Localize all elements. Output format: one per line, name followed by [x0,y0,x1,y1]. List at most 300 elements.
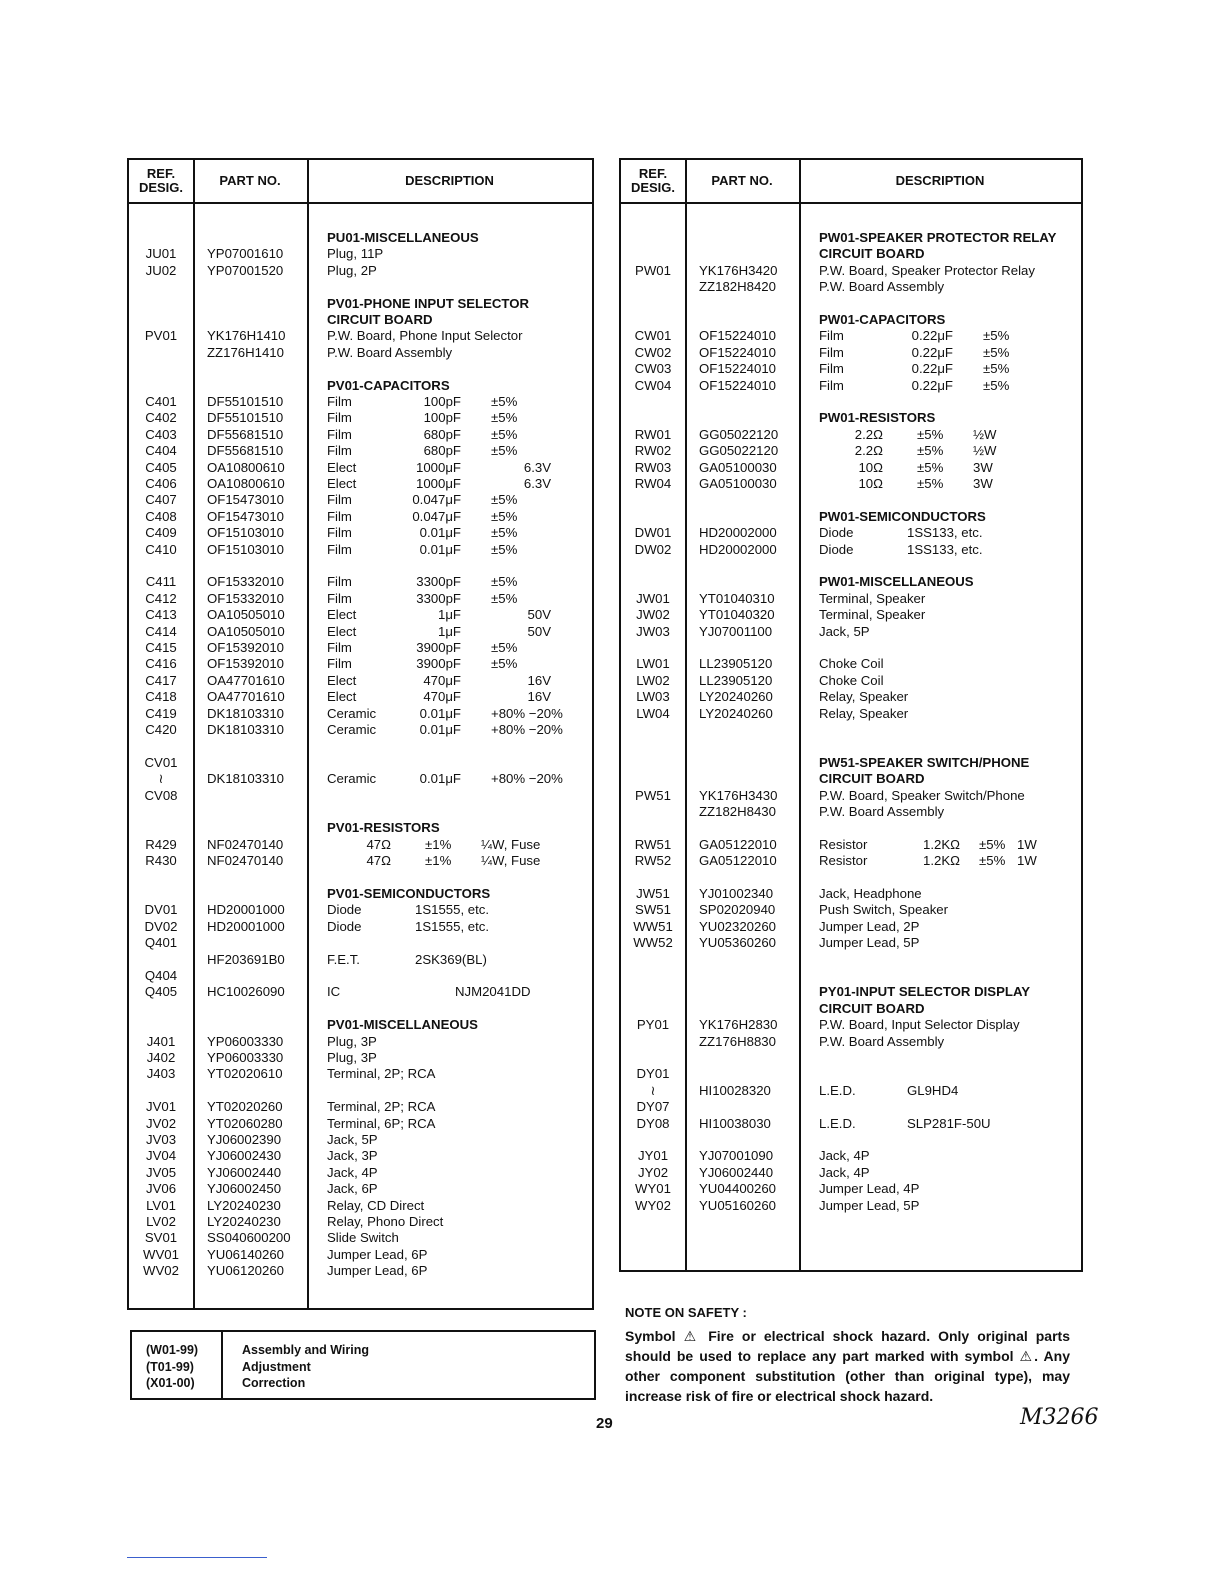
description: Resistor [819,836,868,852]
tolerance: ±5% [917,443,944,459]
parts-row [621,607,1081,623]
description: P.W. Board, Speaker Switch/Phone [819,787,1025,803]
section-title: PW01-CAPACITORS [819,312,946,327]
section-title: CIRCUIT BOARD [819,1000,925,1016]
description: Jack, 4P [819,1148,870,1164]
parts-row [129,542,592,558]
component-value: 1000μF [416,459,461,475]
description: Elect [327,476,357,491]
section-heading [621,755,1081,771]
resistance-value: 47Ω [366,836,391,852]
ref-desig: C412 [145,590,177,606]
legend-item: Adjustment [242,1359,311,1374]
parts-row [129,673,592,689]
legend-divider [221,1332,223,1398]
parts-row [621,853,1081,869]
description: Elect [327,607,357,623]
description: Film [327,394,352,409]
ref-desig: ≀ [158,771,164,787]
section-title: PV01-PHONE INPUT SELECTOR [327,295,530,311]
part-number: YT02020260 [207,1099,283,1115]
page-number: 29 [596,1415,613,1432]
part-number: NF02470140 [207,836,284,852]
component-value: 0.047μF [412,492,461,508]
parts-row [621,1083,1081,1099]
part-number: YT02060280 [207,1115,283,1131]
section-heading [621,771,1081,787]
part-number: YJ01002340 [699,886,774,901]
ref-desig: DY08 [636,1115,670,1131]
part-number: DF55681510 [207,443,284,459]
part-number: OF15473010 [207,492,284,508]
ref-desig: DV02 [144,918,178,934]
resistance-value: 2.2Ω [854,443,883,459]
component-value: 0.01μF [419,722,461,737]
component-value: 0.22μF [911,328,953,344]
part-number: SP02020940 [699,902,776,918]
ref-desig: C419 [145,705,177,721]
description: Ceramic [327,722,377,737]
parts-row [621,460,1081,476]
tolerance: ±5% [491,394,518,409]
description: P.W. Board Assembly [819,1033,945,1049]
tolerance: ±5% [491,508,518,524]
resistance-value: 47Ω [366,853,391,869]
ref-desig: DW02 [634,541,672,557]
part-number: YU04400260 [699,1181,776,1197]
component-value: 100pF [423,410,461,426]
section-heading [621,1001,1081,1017]
description: Jack, 4P [819,1164,870,1180]
header-description: DESCRIPTION [405,173,494,188]
description: Choke Coil [819,672,884,688]
document-code: M3266 [1020,1405,1099,1430]
description: Film [819,361,844,377]
description: Relay, Phono Direct [327,1214,444,1229]
ref-desig: ≀ [650,1082,656,1098]
ref-desig: RW01 [634,426,672,442]
parts-row [129,624,592,640]
part-number: OF15224010 [699,361,776,377]
description: Ceramic [327,705,377,721]
section-title: CIRCUIT BOARD [327,312,433,327]
legend-codes [146,1342,198,1392]
component-value: 1000μF [416,476,461,491]
description: Jack, 5P [819,623,870,639]
tolerance: +80% −20% [491,705,563,721]
description: Jack, 6P [327,1181,378,1197]
description: Jumper Lead, 5P [819,1197,920,1213]
ref-desig: C420 [145,722,177,737]
section-title: PW01-SPEAKER PROTECTOR RELAY [819,230,1057,245]
parts-row [129,722,592,738]
description: Film [327,574,352,590]
part-number: YK176H1410 [207,328,286,344]
ref-desig: SW51 [635,902,671,918]
part-number: YT02020610 [207,1066,283,1082]
link-underline [127,1557,267,1558]
part-number: YJ07001100 [699,623,773,639]
part-number: YU02320260 [699,918,776,934]
description: Diode [327,902,362,918]
section-title: PW01-MISCELLANEOUS [819,574,974,590]
section-heading [621,312,1081,328]
part-number: YJ06002430 [207,1148,282,1164]
part-number: YU06120260 [207,1263,284,1279]
part-number: YJ06002440 [699,1164,774,1180]
ref-desig: WY02 [635,1197,671,1213]
parts-row [129,1247,592,1263]
voltage-rating: 6.3V [523,476,551,491]
parts-row [621,443,1081,459]
wattage: 3W [973,476,993,491]
ref-desig: LW03 [636,689,670,705]
part-number: YJ06002450 [207,1181,282,1197]
component-value: 3900pF [416,640,461,655]
ref-desig: JV04 [145,1148,177,1164]
part-number: YP07001610 [207,246,284,262]
part-number: DK18103310 [207,705,284,721]
part-number: OA10800610 [207,459,285,475]
section-title: PV01-SEMICONDUCTORS [327,886,491,901]
parts-row [129,443,592,459]
ref-desig: C410 [145,541,177,557]
device-type: NJM2041DD [455,984,531,1000]
description: Film [327,443,352,459]
parts-row [621,935,1081,951]
part-number: SS040600200 [207,1230,291,1246]
description: Elect [327,672,357,688]
part-number: LL23905120 [699,672,773,688]
ref-desig: JU01 [145,246,177,262]
ref-desig: DY07 [636,1099,670,1115]
section-heading [621,410,1081,426]
table-header [621,160,1081,204]
part-number: HD20002000 [699,525,777,541]
tolerance: ±5% [983,328,1010,344]
ref-desig: LW01 [636,656,670,672]
tolerance: ±5% [917,476,944,491]
ref-desig: C413 [145,607,177,623]
ref-desig: JW01 [636,590,670,606]
parts-row [621,345,1081,361]
parts-row [621,378,1081,394]
ref-desig: WV01 [143,1246,179,1262]
description: Plug, 2P [327,262,377,278]
parts-row [129,345,592,361]
description: Jack, 5P [327,1132,378,1147]
component-value: 3300pF [416,590,461,606]
device-type: 1S1555, etc. [415,918,490,934]
part-number: YK176H2830 [699,1017,778,1033]
description: Relay, CD Direct [327,1197,425,1213]
parts-row [621,804,1081,820]
parts-row [129,1263,592,1279]
section-title: CIRCUIT BOARD [819,771,925,787]
section-heading [621,246,1081,262]
device-type: 1S1555, etc. [415,902,490,918]
description: Film [327,426,352,442]
ref-desig: JY02 [637,1164,669,1180]
wattage: ½W [973,426,997,442]
description: Resistor [819,853,868,869]
parts-row [621,525,1081,541]
parts-row [621,673,1081,689]
wattage: ¼W, Fuse [481,836,541,852]
part-number: YK176H3430 [699,787,778,803]
component-value: 1μF [438,607,461,623]
ref-desig: C405 [145,459,177,475]
ref-desig: LW02 [636,672,670,688]
component-value: 1μF [438,623,461,639]
part-number: YJ07001090 [699,1148,774,1164]
parts-row [621,476,1081,492]
part-number: OF15103010 [207,541,284,557]
tolerance: ±5% [491,656,518,672]
parts-row [129,1198,592,1214]
ref-desig: J402 [146,1050,176,1065]
parts-row [129,460,592,476]
device-type: 1SS133, etc. [907,525,983,541]
ref-desig: RW03 [634,459,672,475]
section-heading [129,312,592,328]
parts-row [621,1099,1081,1115]
section-title: PY01-INPUT SELECTOR DISPLAY [819,984,1031,1000]
ref-desig: C401 [145,394,177,409]
section-heading [129,230,592,246]
description: P.W. Board, Phone Input Selector [327,328,523,344]
tolerance: ±5% [917,426,944,442]
section-title: PW01-SEMICONDUCTORS [819,508,986,524]
wattage: 3W [973,459,993,475]
ref-desig: WY01 [635,1181,671,1197]
ref-desig: WW52 [633,935,673,951]
parts-row [621,689,1081,705]
header-part-no: PART NO. [219,173,281,188]
tolerance: ±5% [917,459,944,475]
part-number: HI10038030 [699,1115,771,1131]
ref-desig: LV01 [146,1197,176,1213]
parts-row [129,492,592,508]
section-title: PW51-SPEAKER SWITCH/PHONE [819,754,1030,770]
parts-row [621,1116,1081,1132]
ref-desig: CW01 [634,328,672,344]
part-number: OF15392010 [207,656,284,672]
parts-row [129,771,592,787]
ref-desig: JW51 [636,886,670,901]
description: Terminal, 6P; RCA [327,1115,436,1131]
part-number: DK18103310 [207,771,284,787]
parts-row [129,509,592,525]
ref-desig: C416 [145,656,177,672]
description: Elect [327,689,357,705]
parts-row [129,919,592,935]
description: P.W. Board, Speaker Protector Relay [819,262,1035,278]
component-value: 3900pF [416,656,461,672]
part-number: YU05160260 [699,1197,776,1213]
part-number: ZZ182H8420 [699,279,776,295]
ref-desig: JV05 [145,1164,177,1180]
part-number: OF15103010 [207,525,284,541]
description: Terminal, 2P; RCA [327,1099,436,1115]
ref-desig: C407 [145,492,177,508]
resistance-value: 10Ω [858,459,883,475]
component-value: 0.01μF [419,525,461,541]
description: Film [819,344,844,360]
component-value: 680pF [423,443,461,459]
ref-desig: JV01 [145,1099,177,1115]
parts-row [129,984,592,1000]
parts-row [621,656,1081,672]
device-type: 2SK369(BL) [415,951,487,967]
part-number: GG05022120 [699,443,779,459]
part-number: HI10028320 [699,1082,771,1098]
ref-desig: C402 [145,410,177,426]
tolerance: +80% −20% [491,722,563,737]
parts-row [621,591,1081,607]
part-number: OA10800610 [207,476,285,491]
tolerance: ±5% [983,377,1010,393]
parts-row [621,279,1081,295]
section-heading [621,984,1081,1000]
part-number: ZZ176H8830 [699,1033,776,1049]
parts-row [621,1148,1081,1164]
table-header [129,160,592,204]
parts-row [621,788,1081,804]
parts-row [129,788,592,804]
part-number: OA47701610 [207,689,285,705]
parts-row [129,853,592,869]
tolerance: ±5% [491,492,518,508]
tolerance: ±5% [979,853,1006,869]
description: P.W. Board, Input Selector Display [819,1017,1020,1033]
description: Jumper Lead, 5P [819,935,920,951]
description: Jack, Headphone [819,886,922,901]
parts-row [621,427,1081,443]
ref-desig: WW51 [633,918,673,934]
parts-row [129,476,592,492]
parts-row [621,902,1081,918]
component-value: 0.01μF [419,771,461,787]
description: Jack, 4P [327,1164,378,1180]
description: Plug, 11P [327,246,384,262]
parts-row [129,1165,592,1181]
section-heading [129,820,592,836]
description: Relay, Speaker [819,705,909,721]
description: Elect [327,623,357,639]
resistance-value: 2.2Ω [854,426,883,442]
parts-row [129,1132,592,1148]
parts-row [621,886,1081,902]
component-value: 0.047μF [412,508,461,524]
parts-row [129,706,592,722]
ref-desig: Q404 [144,968,178,983]
voltage-rating: 50V [527,623,551,639]
ref-desig: PW01 [635,262,671,278]
section-title: PV01-CAPACITORS [327,377,450,393]
ref-desig: C409 [145,525,177,541]
wattage: ½W [973,443,997,459]
part-number: YU05360260 [699,935,776,951]
part-number: YT01040320 [699,607,775,623]
parts-row [129,246,592,262]
ref-desig: LW04 [636,705,670,721]
section-heading [129,1017,592,1033]
description: Film [327,590,352,606]
parts-row [129,394,592,410]
description: Film [327,492,352,508]
component-value: 0.22μF [911,344,953,360]
header-ref-desig: REF. DESIG. [138,166,184,195]
description: Terminal, Speaker [819,607,926,623]
tolerance: ±5% [491,574,518,590]
resistance-value: 1.2KΩ [923,853,960,869]
description: Film [327,508,352,524]
part-number: HD20002000 [699,541,777,557]
legend-items [242,1342,369,1392]
part-number: OA47701610 [207,672,285,688]
parts-row [621,919,1081,935]
parts-row [621,837,1081,853]
component-value: 3300pF [416,574,461,590]
description: Terminal, Speaker [819,590,926,606]
description: IC [327,984,341,1000]
parts-row [129,607,592,623]
part-number: GG05022120 [699,426,779,442]
legend-code: (X01-00) [146,1376,195,1390]
description: Jack, 3P [327,1148,378,1164]
device-type: 1SS133, etc. [907,541,983,557]
ref-desig: RW02 [634,443,672,459]
description: P.W. Board Assembly [819,804,945,819]
safety-note [625,1305,1070,1406]
section-heading [129,886,592,902]
description: Diode [819,541,854,557]
tolerance: ±5% [491,410,518,426]
description: Film [327,640,352,655]
section-title: PU01-MISCELLANEOUS [327,230,479,245]
resistance-value: 1.2KΩ [923,836,960,852]
parts-row [129,1050,592,1066]
ref-desig: JY01 [637,1148,669,1164]
description: Plug, 3P [327,1050,377,1065]
section-title: PV01-MISCELLANEOUS [327,1017,478,1033]
part-number: GA05100030 [699,476,777,491]
ref-desig: JV06 [145,1181,177,1197]
parts-row [621,328,1081,344]
section-title: PV01-RESISTORS [327,820,440,836]
ref-desig: C403 [145,426,177,442]
part-number: HD20001000 [207,918,285,934]
description: Diode [819,525,854,541]
parts-row [621,1066,1081,1082]
ref-desig: C411 [145,574,177,590]
part-number: YU06140260 [207,1246,284,1262]
voltage-rating: 16V [527,672,551,688]
parts-row [129,902,592,918]
part-number: OF15332010 [207,590,284,606]
component-value: 100pF [423,394,461,409]
part-number: DK18103310 [207,722,284,737]
parts-row [129,1214,592,1230]
component-value: 0.22μF [911,361,953,377]
ref-desig: WV02 [143,1263,179,1279]
parts-row [621,1181,1081,1197]
device-type: GL9HD4 [907,1082,959,1098]
safety-note-text: Symbol ⚠ Fire or electrical shock hazard. Only original parts should be used to replace any part marked with symbol ⚠. Any other component substitution (other than original type), may increase risk of fire or electrical shock hazard. [625,1328,1070,1404]
description: Diode [327,918,362,934]
description: L.E.D. [819,1115,856,1131]
